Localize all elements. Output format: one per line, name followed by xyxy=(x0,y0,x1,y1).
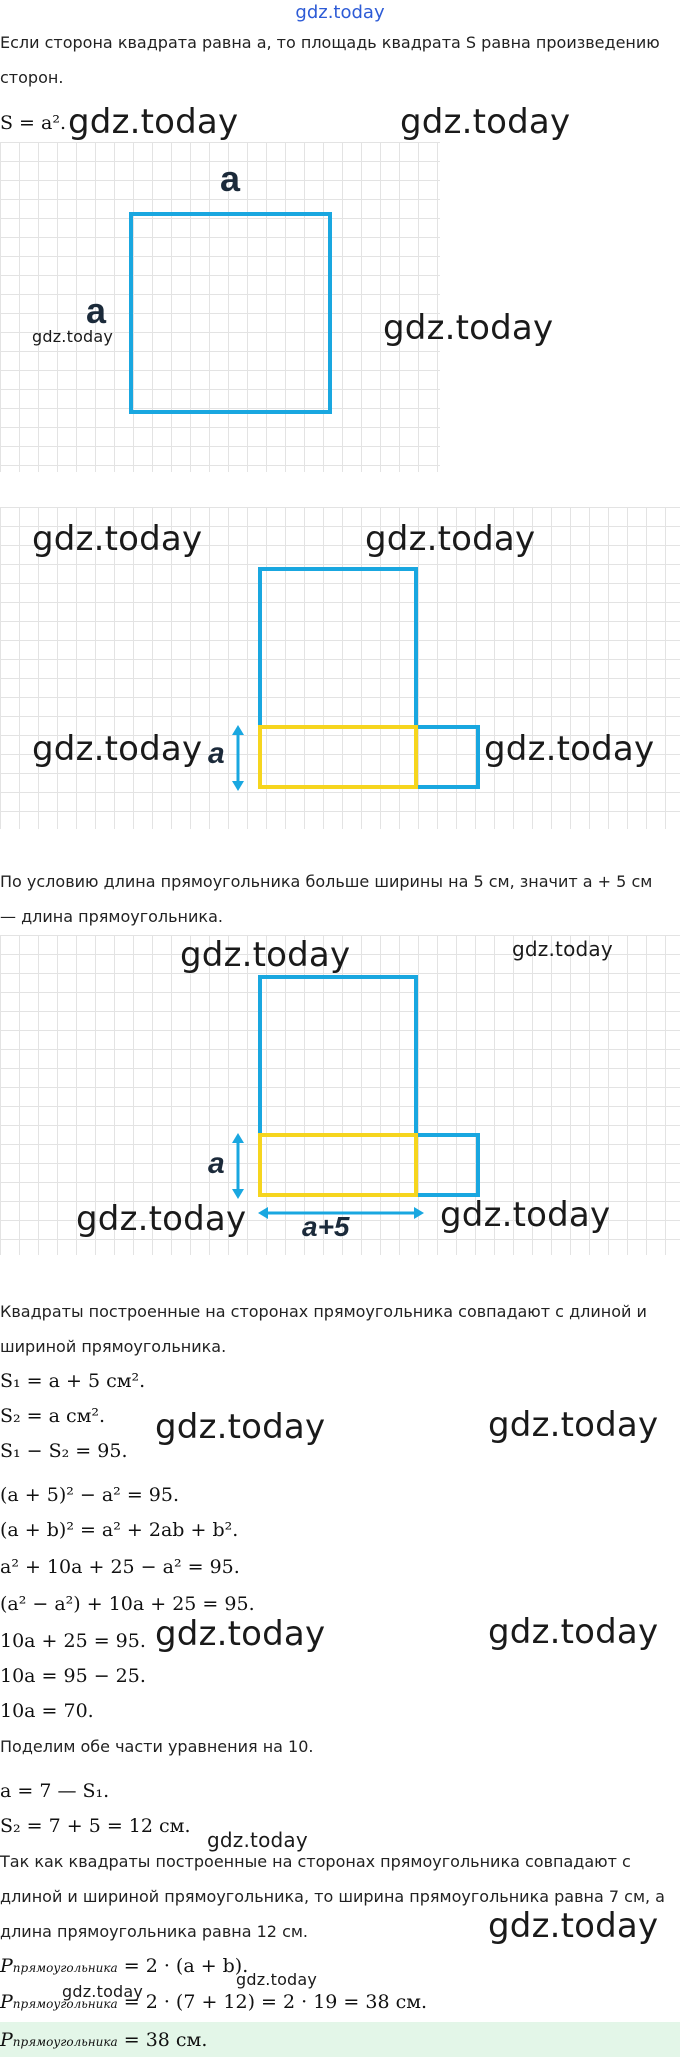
watermark: gdz.today xyxy=(76,1199,247,1239)
header-link[interactable]: gdz.today xyxy=(295,2,385,23)
equation: 10a = 70. xyxy=(0,1700,94,1722)
conclusion-text-line1: Так как квадраты построенные на сторонах прямоугольника совпадают с xyxy=(0,1852,631,1871)
perimeter-letter: P xyxy=(0,2029,13,2051)
equation: 10a + 25 = 95. xyxy=(0,1630,146,1652)
vertical-arrow-icon xyxy=(230,725,246,791)
watermark: gdz.today xyxy=(155,1614,326,1654)
intro-text-line2: сторон. xyxy=(0,68,64,87)
answer-highlight xyxy=(0,2022,680,2057)
watermark: gdz.today xyxy=(365,519,536,559)
big-square-shape xyxy=(258,975,418,1137)
big-square-shape xyxy=(258,567,418,729)
rectangle-bottom-label: a+5 xyxy=(302,1211,350,1242)
watermark: gdz.today xyxy=(488,1405,659,1445)
rectangle-side-label: a xyxy=(208,737,225,770)
rectangle-shape xyxy=(258,725,418,789)
figure-rectangle-grid xyxy=(0,507,680,829)
watermark: gdz.today xyxy=(440,1195,611,1235)
formula-area: S = a². xyxy=(0,112,66,134)
watermark: gdz.today xyxy=(400,102,571,142)
perimeter-formula-rhs: = 2 · (a + b). xyxy=(117,1955,249,1977)
rectangle-shape xyxy=(258,1133,418,1197)
perimeter-letter: P xyxy=(0,1991,13,2013)
equation: S₁ − S₂ = 95. xyxy=(0,1440,128,1462)
squares-text-line2: шириной прямоугольника. xyxy=(0,1337,227,1356)
equation: a² + 10a + 25 − a² = 95. xyxy=(0,1556,240,1578)
squares-text-line1: Квадраты построенные на сторонах прямоугольника совпадают с длиной и xyxy=(0,1302,647,1321)
intro-text-line1: Если сторона квадрата равна a, то площадь квадрата S равна произведению xyxy=(0,33,660,52)
watermark: gdz.today xyxy=(155,1407,326,1447)
perimeter-subscript: прямоугольника xyxy=(12,1961,118,1975)
square-top-label: a xyxy=(220,158,241,199)
perimeter-letter: P xyxy=(0,1955,13,1977)
watermark: gdz.today xyxy=(512,937,613,961)
equation: (a + b)² = a² + 2ab + b². xyxy=(0,1519,239,1541)
rectangle-side-label: a xyxy=(208,1147,225,1180)
watermark: gdz.today xyxy=(32,729,203,769)
watermark: gdz.today xyxy=(32,519,203,559)
vertical-arrow-icon xyxy=(230,1133,246,1199)
figure-rectangle-labeled-grid xyxy=(0,935,680,1255)
watermark: gdz.today xyxy=(180,935,351,975)
perimeter-answer-rhs: = 38 см. xyxy=(117,2029,208,2051)
equation: 10a = 95 − 25. xyxy=(0,1665,146,1687)
perimeter-subscript: прямоугольника xyxy=(12,1997,118,2011)
equation: (a² − a²) + 10a + 25 = 95. xyxy=(0,1593,255,1615)
equation: S₁ = a + 5 см². xyxy=(0,1370,146,1392)
equation: S₂ = a см². xyxy=(0,1405,106,1427)
watermark: gdz.today xyxy=(488,1612,659,1652)
watermark: gdz.today xyxy=(62,1982,144,2001)
divide-text: Поделим обе части уравнения на 10. xyxy=(0,1737,314,1756)
perimeter-subscript: прямоугольника xyxy=(12,2035,118,2049)
figure-square-grid xyxy=(0,142,440,472)
small-square-shape xyxy=(414,725,480,789)
equation: a = 7 — S₁. xyxy=(0,1780,110,1802)
equation: (a + 5)² − a² = 95. xyxy=(0,1484,180,1506)
watermark: gdz.today xyxy=(488,1906,659,1946)
watermark: gdz.today xyxy=(207,1828,308,1852)
equation: S₂ = 7 + 5 = 12 см. xyxy=(0,1815,191,1837)
perimeter-calc-rhs: = 2 · (7 + 12) = 2 · 19 = 38 см. xyxy=(117,1991,428,2013)
condition-text-line1: По условию длина прямоугольника больше ширины на 5 см, значит a + 5 см xyxy=(0,872,653,891)
square-side-label: a xyxy=(86,290,107,331)
watermark: gdz.today xyxy=(32,327,114,346)
small-square-shape xyxy=(414,1133,480,1197)
watermark: gdz.today xyxy=(484,729,655,769)
watermark: gdz.today xyxy=(68,102,239,142)
perimeter-formula xyxy=(0,1955,248,1979)
watermark: gdz.today xyxy=(383,308,554,348)
condition-text-line2: — длина прямоугольника. xyxy=(0,907,223,926)
square-shape xyxy=(129,212,332,414)
conclusion-text-line2: длиной и шириной прямоугольника, то ширина прямоугольника равна 7 см, а xyxy=(0,1887,665,1906)
watermark: gdz.today xyxy=(236,1970,318,1989)
conclusion-text-line3: длина прямоугольника равна 12 см. xyxy=(0,1922,309,1941)
perimeter-answer xyxy=(0,2029,207,2053)
